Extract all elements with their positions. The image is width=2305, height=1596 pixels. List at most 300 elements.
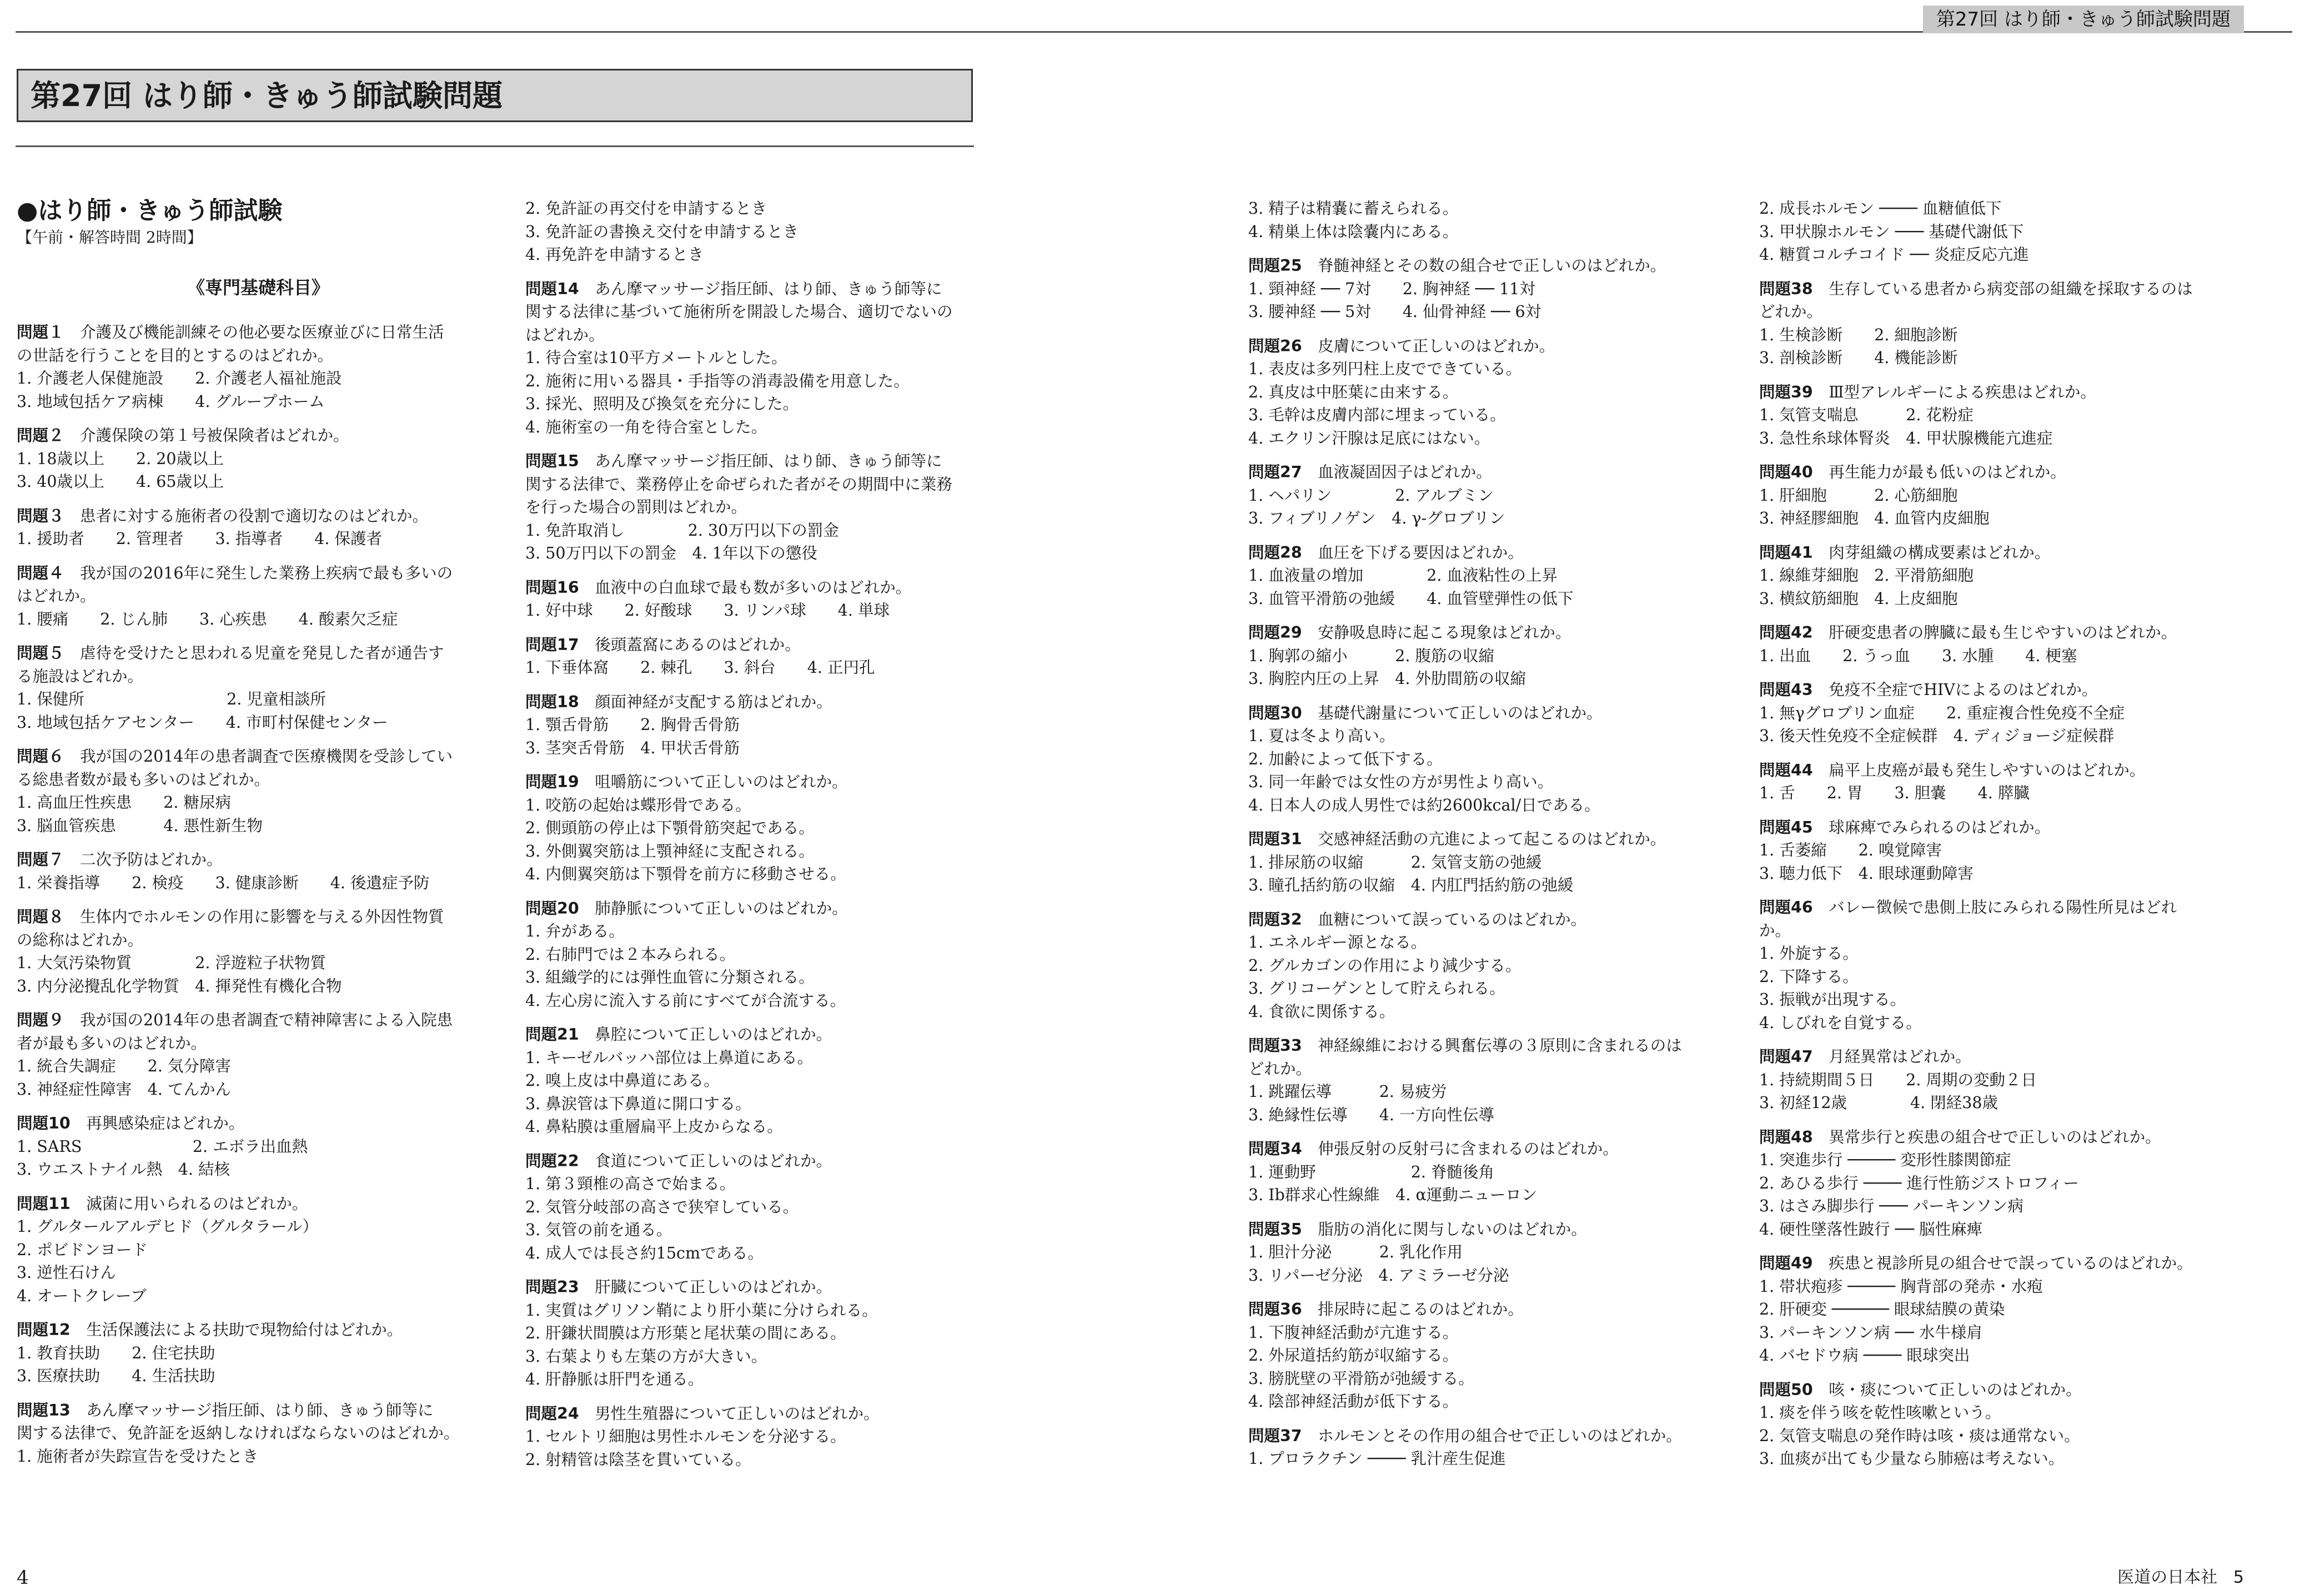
question-13-continued — [525, 197, 1008, 266]
question-6 — [17, 745, 500, 837]
option: 1. 介護老人保健施設 2. 介護老人福祉施設 — [17, 369, 342, 387]
question-number: 問題34 — [1248, 1140, 1302, 1158]
option: 1. 免許取消し 2. 30万円以下の罰金 — [525, 521, 839, 540]
question-stem: 我が国の2016年に発生した業務上疾病で最も多いの — [80, 563, 453, 582]
option: 3. 血痰が出ても少量なら肺癌は考えない。 — [1759, 1449, 2065, 1468]
question-stem: 血圧を下げる要因はどれか。 — [1318, 543, 1524, 562]
question-46 — [1759, 896, 2242, 1034]
question-number: 問題37 — [1248, 1426, 1302, 1445]
option: 1. キーゼルバッハ部位は上鼻道にある。 — [525, 1048, 813, 1067]
question-number: 問題25 — [1248, 256, 1302, 275]
option: 2. 射精管は陰茎を貫いている。 — [525, 1450, 751, 1469]
question-37 — [1248, 1424, 1731, 1471]
question-14 — [525, 278, 1008, 439]
question-29 — [1248, 621, 1731, 691]
question-number: 問題31 — [1248, 830, 1302, 848]
question-stem: 者が最も多いのはどれか。 — [17, 1034, 207, 1053]
question-number: 問題11 — [17, 1194, 71, 1213]
title-rule — [16, 145, 974, 147]
option: 4. 日本人の成人男性では約2600kcal/日である。 — [1248, 796, 1600, 814]
question-number: 問題39 — [1759, 382, 1813, 401]
question-10 — [17, 1112, 500, 1181]
option: 3. はさみ脚歩行 ─── パーキンソン病 — [1759, 1197, 2024, 1215]
option: 1. セルトリ細胞は男性ホルモンを分泌する。 — [525, 1427, 846, 1446]
option: 1. 胆汁分泌 2. 乳化作用 — [1248, 1243, 1463, 1261]
question-39 — [1759, 381, 2242, 450]
option: 3. 茎突舌骨筋 4. 甲状舌骨筋 — [525, 738, 740, 757]
question-list-col2 — [525, 278, 1008, 1472]
question-stem: 患者に対する施術者の役割で適切なのはどれか。 — [80, 506, 429, 525]
question-number: 問題49 — [1759, 1254, 1813, 1272]
option: 2. 成長ホルモン ──── 血糖値低下 — [1759, 199, 2002, 218]
question-45 — [1759, 816, 2242, 885]
option: 3. パーキンソン病 ── 水牛様肩 — [1759, 1323, 1982, 1342]
option: 3. 振戦が出現する。 — [1759, 990, 1906, 1009]
question-stem: あん摩マッサージ指圧師、はり師、きゅう師等に — [595, 279, 942, 298]
question-stem: 顔面神経が支配する筋はどれか。 — [595, 692, 832, 711]
option: 1. 痰を伴う咳を乾性咳嗽という。 — [1759, 1403, 2001, 1422]
question-1 — [17, 321, 500, 413]
option: 1. 統合失調症 2. 気分障害 — [17, 1057, 232, 1075]
question-stem: 月経異常はどれか。 — [1829, 1048, 1971, 1066]
option: 3. 血管平滑筋の弛緩 4. 血管壁弾性の低下 — [1248, 589, 1574, 608]
question-stem: 咳・痰について正しいのはどれか。 — [1829, 1380, 2082, 1399]
option: 1. 舌 2. 胃 3. 胆嚢 4. 膵臓 — [1759, 784, 2030, 802]
option: 4. エクリン汗腺は足底にはない。 — [1248, 429, 1490, 447]
question-number: 問題６ — [17, 747, 64, 766]
option: 3. 逆性石けん — [17, 1263, 116, 1282]
option: 3. 採光、照明及び換気を充分にした。 — [525, 395, 799, 413]
question-number: 問題13 — [17, 1401, 71, 1419]
question-13 — [17, 1399, 500, 1468]
question-number: 問題41 — [1759, 543, 1813, 562]
question-number: 問題19 — [525, 773, 579, 791]
question-4 — [17, 562, 500, 631]
option: 3. 腰神経 ── 5対 4. 仙骨神経 ── 6対 — [1248, 303, 1541, 321]
question-stem: あん摩マッサージ指圧師、はり師、きゅう師等に — [595, 452, 942, 470]
option: 1. 突進歩行 ───── 変形性膝関節症 — [1759, 1151, 2011, 1169]
option: 3. グリコーゲンとして貯えられる。 — [1248, 979, 1505, 998]
question-number: 問題18 — [525, 692, 579, 711]
question-stem: を行った場合の罰則はどれか。 — [525, 498, 747, 516]
option: 1. 好中球 2. 好酸球 3. リンパ球 4. 単球 — [525, 601, 890, 620]
option: 1. 腰痛 2. じん肺 3. 心疾患 4. 酸素欠乏症 — [17, 610, 398, 628]
question-number: 問題15 — [525, 452, 579, 470]
question-stem: 基礎代謝量について正しいのはどれか。 — [1318, 703, 1603, 722]
question-stem: る施設はどれか。 — [17, 667, 144, 686]
option: 2. 施術に用いる器具・手指等の消毒設備を用意した。 — [525, 371, 910, 390]
question-number: 問題45 — [1759, 818, 1813, 837]
question-stem: バレー徴候で患側上肢にみられる陽性所見はどれ — [1829, 898, 2177, 917]
question-stem: 肝硬変患者の脾臓に最も生じやすいのはどれか。 — [1829, 623, 2177, 642]
question-stem: 血糖について誤っているのはどれか。 — [1318, 910, 1587, 929]
question-stem: 食道について正しいのはどれか。 — [595, 1151, 832, 1170]
question-stem: 伸張反射の反射弓に含まれるのはどれか。 — [1318, 1140, 1619, 1158]
question-number: 問題20 — [525, 899, 579, 918]
question-stem: 再興感染症はどれか。 — [86, 1114, 245, 1132]
question-stem: 介護及び機能訓練その他必要な医療並びに日常生活 — [80, 323, 444, 341]
question-number: 問題29 — [1248, 623, 1302, 642]
column-2 — [525, 197, 1008, 1471]
option: 2. 下降する。 — [1759, 967, 1859, 986]
question-24-continued — [1248, 197, 1731, 243]
page-title-box — [17, 69, 973, 122]
running-head: 第27回 はり師・きゅう師試験問題 — [1923, 6, 2244, 33]
question-stem: 男性生殖器について正しいのはどれか。 — [595, 1404, 880, 1423]
question-number: 問題26 — [1248, 336, 1302, 355]
question-number: 問題46 — [1759, 898, 1813, 917]
option: 1. 持続期間５日 2. 周期の変動２日 — [1759, 1070, 2037, 1089]
question-stem: 扁平上皮癌が最も発生しやすいのはどれか。 — [1829, 761, 2146, 779]
option: 1. 高血圧性疾患 2. 糖尿病 — [17, 793, 232, 812]
question-stem: の総称はどれか。 — [17, 930, 144, 949]
option: 3. 地域包括ケア病棟 4. グループホーム — [17, 392, 325, 411]
question-17 — [525, 633, 1008, 679]
question-stem: はどれか。 — [525, 325, 605, 344]
option: 1. 18歳以上 2. 20歳以上 — [17, 449, 224, 468]
option: 3. 組織学的には弾性血管に分類される。 — [525, 968, 815, 986]
question-number: 問題14 — [525, 279, 579, 298]
question-28 — [1248, 541, 1731, 611]
option: 1. プロラクチン ──── 乳汁産生促進 — [1248, 1449, 1506, 1468]
question-32 — [1248, 908, 1731, 1024]
question-list-col4 — [1759, 278, 2242, 1471]
question-12 — [17, 1318, 500, 1388]
question-stem: どれか。 — [1759, 303, 1823, 321]
option: 4. 硬性墜落性跛行 ── 脳性麻痺 — [1759, 1220, 1983, 1238]
question-number: 問題４ — [17, 563, 64, 582]
option: 1. 気管支喘息 2. 花粉症 — [1759, 406, 1974, 424]
option: 3. 神経症性障害 4. てんかん — [17, 1080, 232, 1099]
option: 2. 肝鎌状間膜は方形葉と尾状葉の間にある。 — [525, 1324, 846, 1342]
question-48 — [1759, 1126, 2242, 1241]
question-stem: 鼻腔について正しいのはどれか。 — [595, 1025, 832, 1044]
question-50 — [1759, 1378, 2242, 1471]
option: 2. 真皮は中胚葉に由来する。 — [1248, 382, 1459, 401]
question-stem: 生活保護法による扶助で現物給付はどれか。 — [86, 1321, 403, 1339]
option: 1. SARS 2. エボラ出血熱 — [17, 1137, 308, 1156]
option: 1. 保健所 2. 児童相談所 — [17, 690, 327, 708]
question-number: 問題24 — [525, 1404, 579, 1423]
question-stem: 我が国の2014年の患者調査で医療機関を受診してい — [80, 747, 453, 766]
option: 3. 絶縁性伝導 4. 一方向性伝導 — [1248, 1105, 1495, 1124]
question-stem: 排尿時に起こるのはどれか。 — [1318, 1300, 1524, 1318]
question-44 — [1759, 759, 2242, 805]
question-stem: か。 — [1759, 921, 1791, 940]
option: 3. 鼻涙管は下鼻道に開口する。 — [525, 1094, 751, 1113]
question-stem: 虐待を受けたと思われる児童を発見した者が通告す — [80, 644, 444, 662]
question-stem: 肺静脈について正しいのはどれか。 — [595, 899, 848, 918]
option: 1. 頸神経 ── 7対 2. 胸神経 ── 11対 — [1248, 279, 1535, 298]
question-number: 問題17 — [525, 635, 579, 654]
question-number: 問題21 — [525, 1025, 579, 1044]
question-number: 問題38 — [1759, 279, 1813, 298]
option: 4. 内側翼突筋は下顎骨を前方に移動させる。 — [525, 865, 846, 883]
option: 3. 気管の前を通る。 — [525, 1221, 672, 1239]
question-number: 問題42 — [1759, 623, 1813, 642]
option: 4. オートクレーブ — [17, 1286, 147, 1305]
question-stem: 後頭蓋窩にあるのはどれか。 — [595, 635, 801, 654]
question-number: 問題48 — [1759, 1127, 1813, 1146]
question-26 — [1248, 335, 1731, 450]
option: 2. 免許証の再交付を申請するとき — [525, 199, 767, 218]
option: 4. しびれを自覚する。 — [1759, 1013, 1922, 1032]
question-stem: る総患者数が最も多いのはどれか。 — [17, 770, 270, 789]
subject-heading: 《専門基礎科目》 — [187, 277, 329, 298]
question-number: 問題５ — [17, 644, 64, 662]
question-number: 問題16 — [525, 578, 579, 597]
option: 3. 瞳孔括約筋の収縮 4. 内肛門括約筋の弛緩 — [1248, 876, 1574, 894]
option: 2. グルカゴンの作用により減少する。 — [1248, 956, 1521, 975]
option: 1. 表皮は多列円柱上皮でできている。 — [1248, 360, 1522, 378]
question-number: 問題40 — [1759, 463, 1813, 481]
question-number: 問題７ — [17, 850, 64, 869]
question-stem: 関する法律に基づいて施術所を開設した場合、適切でないの — [525, 303, 953, 321]
question-stem: 関する法律で、業務停止を命ぜられた者がその期間中に業務 — [525, 475, 952, 494]
option: 4. 成人では長さ約15cmである。 — [525, 1243, 764, 1262]
question-27 — [1248, 461, 1731, 530]
option: 1. 生検診断 2. 細胞診断 — [1759, 325, 1958, 344]
question-list-col3 — [1248, 254, 1731, 1471]
publisher-name: 医道の日本社 — [2117, 1568, 2218, 1587]
option: 3. 同一年齢では女性の方が男性より高い。 — [1248, 773, 1554, 791]
question-number: 問題３ — [17, 506, 64, 525]
question-18 — [525, 691, 1008, 760]
question-36 — [1248, 1298, 1731, 1413]
question-47 — [1759, 1045, 2242, 1115]
question-stem: 肉芽組織の構成要素はどれか。 — [1829, 543, 2051, 562]
question-number: 問題47 — [1759, 1048, 1813, 1066]
option: 3. Ⅰb群求心性線維 4. α運動ニューロン — [1248, 1186, 1538, 1204]
question-stem: 球麻痺でみられるのはどれか。 — [1829, 818, 2051, 837]
option: 1. 下垂体窩 2. 棘孔 3. 斜台 4. 正円孔 — [525, 658, 875, 677]
question-number: 問題36 — [1248, 1300, 1302, 1318]
question-37-continued — [1759, 197, 2242, 266]
option: 1. 排尿筋の収縮 2. 気管支筋の弛緩 — [1248, 853, 1542, 872]
option: 3. 聴力低下 4. 眼球運動障害 — [1759, 864, 1974, 883]
page-number-left: 4 — [17, 1567, 29, 1589]
question-5 — [17, 642, 500, 734]
option: 3. 50万円以下の罰金 4. 1年以下の懲役 — [525, 544, 817, 562]
option: 3. 免許証の書換え交付を申請するとき — [525, 222, 799, 241]
question-41 — [1759, 541, 2242, 611]
option: 2. 肝硬変 ────── 眼球結膜の黄染 — [1759, 1300, 2005, 1318]
option: 1. 栄養指導 2. 検疫 3. 健康診断 4. 後遺症予防 — [17, 873, 430, 892]
question-stem: 血液中の白血球で最も数が多いのはどれか。 — [595, 578, 912, 597]
option: 3. 精子は精嚢に蓄えられる。 — [1248, 199, 1459, 218]
option: 3. 胸腔内圧の上昇 4. 外肋間筋の収縮 — [1248, 669, 1526, 688]
question-38 — [1759, 278, 2242, 370]
option: 2. 気管支喘息の発作時は咳・痰は通常ない。 — [1759, 1426, 2080, 1445]
question-40 — [1759, 461, 2242, 530]
question-stem: 皮膚について正しいのはどれか。 — [1318, 336, 1555, 355]
option: 1. 線維芽細胞 2. 平滑筋細胞 — [1759, 566, 1974, 585]
question-20 — [525, 897, 1008, 1013]
option: 4. 施術室の一角を待合室とした。 — [525, 417, 767, 436]
question-number: 問題44 — [1759, 761, 1813, 779]
option: 3. 右葉よりも左葉の方が大きい。 — [525, 1347, 767, 1366]
option: 1. 肝細胞 2. 心筋細胞 — [1759, 486, 1958, 505]
option: 1. ヘパリン 2. アルブミン — [1248, 486, 1494, 505]
option: 2. 嗅上皮は中鼻道にある。 — [525, 1071, 720, 1090]
question-30 — [1248, 702, 1731, 817]
option: 4. 糖質コルチコイド ── 炎症反応亢進 — [1759, 245, 2029, 264]
option: 2. 加齢によって低下する。 — [1248, 749, 1443, 768]
question-42 — [1759, 621, 2242, 667]
option: 1. 夏は冬より高い。 — [1248, 727, 1395, 745]
option: 4. 精巣上体は陰嚢内にある。 — [1248, 222, 1459, 241]
question-stem: Ⅲ型アレルギーによる疾患はどれか。 — [1829, 382, 2096, 401]
question-number: 問題１ — [17, 323, 64, 341]
option: 2. 外尿道括約筋が収縮する。 — [1248, 1346, 1459, 1365]
question-16 — [525, 576, 1008, 622]
option: 3. リパーゼ分泌 4. アミラーゼ分泌 — [1248, 1266, 1509, 1285]
question-stem: あん摩マッサージ指圧師、はり師、きゅう師等に — [86, 1401, 434, 1419]
question-stem: 脂肪の消化に関与しないのはどれか。 — [1318, 1220, 1587, 1238]
page-number-right: 5 — [2233, 1568, 2244, 1587]
option: 1. 第３頸椎の高さで始まる。 — [525, 1175, 736, 1193]
question-stem: 生存している患者から病変部の組織を採取するのは — [1829, 279, 2193, 298]
option: 3. 横紋筋細胞 4. 上皮細胞 — [1759, 589, 1958, 608]
question-stem: 血液凝固因子はどれか。 — [1318, 463, 1492, 481]
column-3 — [1248, 197, 1731, 1471]
option: 3. 初経12歳 4. 閉経38歳 — [1759, 1094, 1998, 1112]
footer-publisher — [2117, 1567, 2244, 1589]
question-number: 問題22 — [525, 1151, 579, 1170]
option: 1. 下腹神経活動が亢進する。 — [1248, 1323, 1459, 1342]
question-19 — [525, 771, 1008, 886]
option: 2. あひる歩行 ──── 進行性筋ジストロフィー — [1759, 1174, 2079, 1192]
question-stem: 二次予防はどれか。 — [80, 850, 223, 869]
question-number: 問題43 — [1759, 681, 1813, 699]
question-number: 問題27 — [1248, 463, 1302, 481]
question-stem: 我が国の2014年の患者調査で精神障害による入院患 — [80, 1011, 453, 1029]
option: 4. バセドウ病 ──── 眼球突出 — [1759, 1346, 1970, 1365]
question-2 — [17, 424, 500, 494]
question-stem: 免疫不全症でHIVによるのはどれか。 — [1829, 681, 2098, 699]
question-stem: 肝臓について正しいのはどれか。 — [595, 1278, 832, 1296]
option: 2. 側頭筋の停止は下顎骨筋突起である。 — [525, 819, 815, 837]
option: 4. 肝静脈は肝門を通る。 — [525, 1370, 704, 1388]
option: 1. 外旋する。 — [1759, 944, 1859, 963]
question-stem: 疾患と視診所見の組合せで誤っているのはどれか。 — [1829, 1254, 2193, 1272]
question-8 — [17, 905, 500, 998]
column-1 — [17, 195, 500, 1468]
option: 1. 実質はグリソン鞘により肝小葉に分けられる。 — [525, 1301, 878, 1320]
question-number: 問題９ — [17, 1011, 64, 1029]
option: 3. 剖検診断 4. 機能診断 — [1759, 349, 1958, 367]
option: 1. 施術者が失踪宣告を受けたとき — [17, 1447, 259, 1466]
option: 4. 食欲に関係する。 — [1248, 1002, 1395, 1021]
question-number: 問題８ — [17, 908, 64, 926]
option: 1. グルタールアルデヒド（グルタラール） — [17, 1217, 318, 1236]
question-number: 問題33 — [1248, 1036, 1302, 1055]
option: 1. 胸郭の縮小 2. 腹筋の収縮 — [1248, 646, 1495, 665]
question-stem: はどれか。 — [17, 587, 96, 605]
option: 1. 弁がある。 — [525, 922, 625, 940]
question-stem: 安静吸息時に起こる現象はどれか。 — [1318, 623, 1571, 642]
question-stem: 関する法律で、免許証を返納しなければならないのはどれか。 — [17, 1424, 460, 1442]
option: 1. 咬筋の起始は蝶形骨である。 — [525, 796, 751, 814]
question-stem: 咀嚼筋について正しいのはどれか。 — [595, 773, 848, 791]
question-list-col1 — [17, 321, 500, 1468]
option: 3. 毛幹は皮膚内部に埋まっている。 — [1248, 406, 1506, 424]
question-11 — [17, 1192, 500, 1308]
option: 1. 顎舌骨筋 2. 胸骨舌骨筋 — [525, 716, 740, 734]
question-stem: 神経線維における興奮伝導の３原則に含まれるのは — [1318, 1036, 1682, 1055]
question-7 — [17, 848, 500, 894]
option: 4. 鼻粘膜は重層扁平上皮からなる。 — [525, 1117, 783, 1136]
option: 1. エネルギー源となる。 — [1248, 933, 1427, 951]
option: 3. 40歳以上 4. 65歳以上 — [17, 472, 224, 491]
question-stem: 生体内でホルモンの作用に影響を与える外因性物質 — [80, 908, 444, 926]
question-stem: 脊髄神経とその数の組合せで正しいのはどれか。 — [1318, 256, 1666, 275]
option: 1. 出血 2. うっ血 3. 水腫 4. 梗塞 — [1759, 646, 2077, 665]
question-number: 問題32 — [1248, 910, 1302, 929]
option: 3. 外側翼突筋は上顎神経に支配される。 — [525, 842, 815, 860]
option: 3. 神経膠細胞 4. 血管内皮細胞 — [1759, 509, 1990, 527]
option: 1. 帯状疱疹 ───── 胸背部の発赤・水疱 — [1759, 1277, 2043, 1296]
question-stem: の世話を行うことを目的とするのはどれか。 — [17, 346, 334, 365]
question-3 — [17, 505, 500, 551]
option: 1. 教育扶助 2. 住宅扶助 — [17, 1343, 215, 1362]
question-23 — [525, 1276, 1008, 1391]
option: 2. 気管分岐部の高さで狭窄している。 — [525, 1197, 799, 1216]
question-35 — [1248, 1218, 1731, 1287]
question-stem: 交感神経活動の亢進によって起こるのはどれか。 — [1318, 830, 1666, 848]
option: 1. 待合室は10平方メートルとした。 — [525, 349, 787, 367]
question-number: 問題10 — [17, 1114, 71, 1132]
question-stem: ホルモンとその作用の組合せで正しいのはどれか。 — [1318, 1426, 1682, 1445]
option: 1. 援助者 2. 管理者 3. 指導者 4. 保護者 — [17, 530, 383, 548]
section-time: 【午前・解答時間 2時間】 — [17, 228, 203, 246]
question-number: 問題28 — [1248, 543, 1302, 562]
option: 4. 左心房に流入する前にすべてが合流する。 — [525, 991, 846, 1010]
question-34 — [1248, 1137, 1731, 1207]
section-title: ●はり師・きゅう師試験 — [17, 197, 283, 225]
option: 3. 急性糸球体腎炎 4. 甲状腺機能亢進症 — [1759, 429, 2053, 447]
question-24 — [525, 1402, 1008, 1472]
option: 4. 陰部神経活動が低下する。 — [1248, 1392, 1459, 1411]
question-15 — [525, 450, 1008, 565]
option: 3. フィブリノゲン 4. γ-グロブリン — [1248, 509, 1505, 527]
question-number: 問題50 — [1759, 1380, 1813, 1399]
option: 3. 内分泌攪乱化学物質 4. 揮発性有機化合物 — [17, 976, 342, 995]
question-49 — [1759, 1252, 2242, 1367]
question-number: 問題30 — [1248, 703, 1302, 722]
question-22 — [525, 1150, 1008, 1265]
column-4 — [1759, 197, 2242, 1471]
option: 1. 血液量の増加 2. 血液粘性の上昇 — [1248, 566, 1558, 585]
question-stem: どれか。 — [1248, 1059, 1312, 1078]
option: 3. ウエストナイル熱 4. 結核 — [17, 1160, 230, 1179]
question-21 — [525, 1023, 1008, 1139]
option: 3. 膀胱壁の平滑筋が弛緩する。 — [1248, 1369, 1474, 1388]
question-stem: 異常歩行と疾患の組合せで正しいのはどれか。 — [1829, 1127, 2161, 1146]
option: 3. 脳血管疾患 4. 悪性新生物 — [17, 816, 263, 835]
option: 4. 再免許を申請するとき — [525, 245, 704, 264]
question-stem: 介護保険の第１号被保険者はどれか。 — [80, 426, 349, 445]
option: 1. 大気汚染物質 2. 浮遊粒子状物質 — [17, 954, 327, 972]
question-stem: 再生能力が最も低いのはどれか。 — [1829, 463, 2066, 481]
question-33 — [1248, 1034, 1731, 1126]
option: 3. 甲状腺ホルモン ─── 基礎代謝低下 — [1759, 222, 2024, 241]
option: 3. 地域包括ケアセンター 4. 市町村保健センター — [17, 713, 388, 732]
option: 2. 右肺門では２本みられる。 — [525, 945, 736, 964]
page-title: 第27回 はり師・きゅう師試験問題 — [31, 78, 503, 113]
option: 2. ポビドンヨード — [17, 1240, 148, 1259]
option: 3. 後天性免疫不全症候群 4. ディジョージ症候群 — [1759, 727, 2115, 745]
